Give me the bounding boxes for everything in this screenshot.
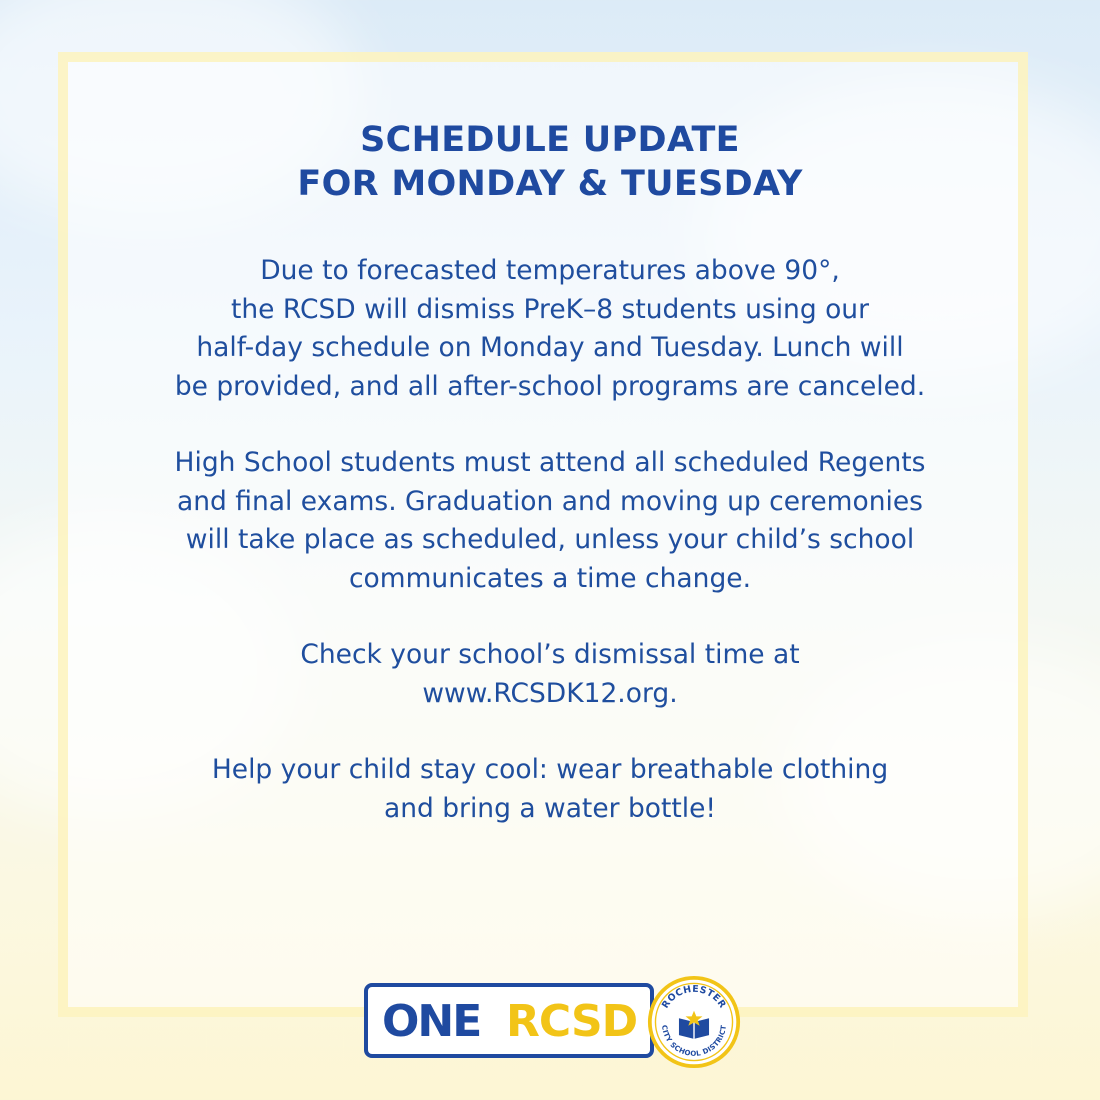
logo-one-text: ONE — [382, 996, 481, 1047]
title-line-1: SCHEDULE UPDATE — [360, 120, 740, 160]
text-line: Check your school’s dismissal time at — [300, 639, 800, 670]
website-link[interactable]: www.RCSDK12.org. — [422, 677, 678, 709]
text-line: the RCSD will dismiss PreK–8 students using our — [230, 293, 870, 325]
logo-rcsd-text: RCSD — [506, 996, 638, 1047]
paragraph-check-website — [68, 636, 1032, 713]
paragraph-stay-cool — [68, 751, 1032, 828]
text-line: and bring a water bottle! — [383, 792, 717, 824]
text-line: and final exams. Graduation and moving up ceremonies — [177, 485, 923, 517]
seal-top-text: ROCHESTER — [659, 983, 729, 1011]
page-title — [68, 118, 1032, 206]
text-line: High School students must attend all scheduled Regents — [174, 447, 926, 478]
logo-wordmark-box — [364, 983, 654, 1058]
notice-content — [68, 118, 1032, 828]
text-line: will take place as scheduled, unless your child’s school — [185, 524, 915, 555]
paragraph-dismissal — [68, 252, 1032, 406]
text-line: Due to forecasted temperatures above 90°, — [260, 255, 840, 286]
seal-bottom-text: CITY SCHOOL DISTRICT — [659, 1024, 729, 1058]
text-line: communicates a time change. — [348, 562, 751, 594]
text-line: half-day schedule on Monday and Tuesday. Lunch will — [196, 332, 904, 363]
text-line: be provided, and all after-school programs are canceled. — [174, 370, 926, 402]
district-seal-icon — [647, 975, 741, 1069]
onercsd-logo — [364, 983, 744, 1063]
title-line-2: FOR MONDAY & TUESDAY — [297, 164, 803, 204]
paragraph-high-school — [68, 444, 1032, 598]
text-line: Help your child stay cool: wear breathable clothing — [211, 754, 889, 785]
